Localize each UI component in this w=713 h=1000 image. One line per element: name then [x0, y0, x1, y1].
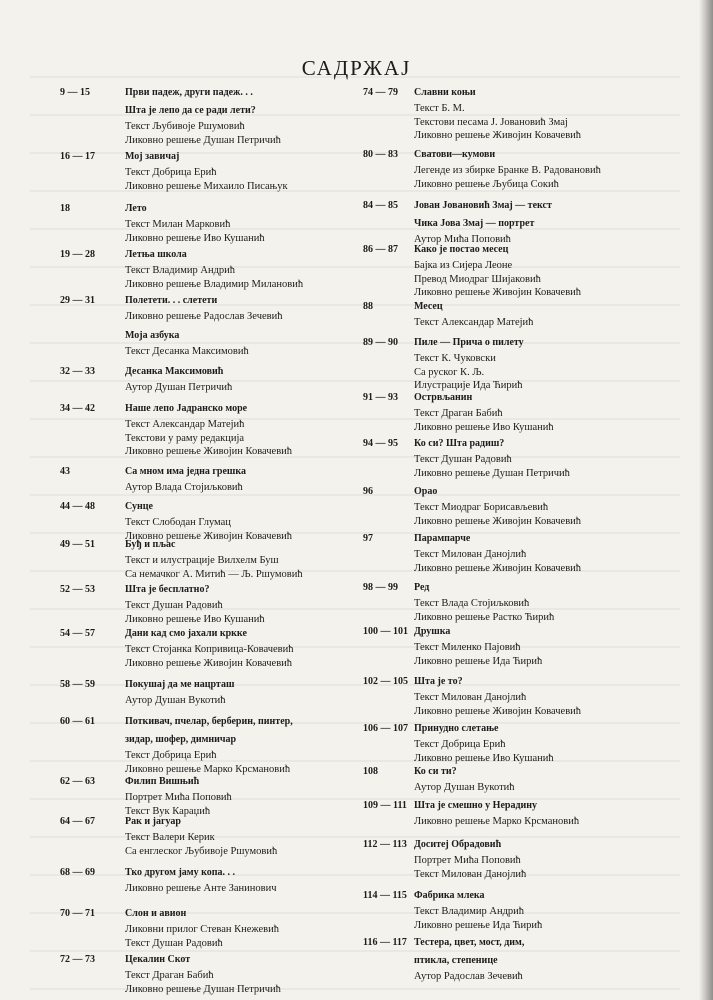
toc-entry: [48, 627, 348, 670]
toc-entry-credit: Ликовно решење Душан Петричић: [125, 983, 281, 995]
toc-entry: [48, 715, 348, 776]
toc-entry-title: Мој завичај: [125, 151, 180, 162]
toc-entry-credit: Ликовно решење Љубица Сокић: [414, 178, 559, 190]
toc-entry: [363, 722, 683, 765]
toc-entry: [48, 815, 348, 858]
toc-entry-credit: Бајка из Сијера Леоне: [414, 260, 513, 271]
toc-entry-body: [414, 838, 683, 881]
toc-entry-credit: Текст Вук Караџић: [125, 805, 211, 817]
toc-entry-pages: 89 — 90: [363, 337, 398, 348]
toc-entry: [48, 907, 348, 950]
toc-entry-body: [414, 336, 683, 393]
toc-entry-pages: 68 — 69: [60, 867, 95, 878]
toc-entry-credit: Аутор Душан Вукотић: [125, 695, 226, 706]
toc-entry-credit: Текст Влада Стојиљковић: [414, 598, 530, 609]
toc-entry-title: Ред: [414, 582, 430, 593]
toc-entry: [48, 150, 348, 193]
toc-entry-body: [125, 715, 348, 776]
toc-entry-pages: 62 — 63: [60, 776, 95, 787]
toc-entry-title: Лето: [125, 203, 147, 214]
toc-entry-body: [125, 907, 348, 950]
toc-entry-body: [125, 294, 348, 324]
toc-entry-body: [125, 953, 348, 996]
toc-entry-credit: Ликовно решење Ида Ћирић: [414, 655, 543, 667]
toc-entry-credit: Ликовни прилог Стеван Кнежевић: [125, 924, 280, 935]
toc-entry-title: Чика Јова Змај — портрет: [414, 218, 535, 229]
toc-entry-credit: Ликовно решење Иво Кушанић: [414, 752, 554, 764]
toc-entry-title: Тко другом јаму копа. . .: [125, 867, 235, 878]
toc-entry-title: Летња школа: [125, 249, 187, 260]
toc-entry-credit: Ликовно решење Михаило Писањук: [125, 180, 288, 192]
toc-entry-credit: Ликовно решење Живојин Ковачевић: [414, 515, 582, 527]
toc-entry-pages: 16 — 17: [60, 151, 95, 162]
toc-entry-title: Покушај да ме нацрташ: [125, 679, 235, 690]
toc-entry: [363, 86, 683, 143]
toc-entry-body: [414, 485, 683, 528]
toc-entry-body: [125, 678, 348, 708]
toc-entry-credit: Илустрације Ида Ћирић: [414, 380, 523, 391]
toc-entry-credit: Са енглеског Љубивоје Ршумовић: [125, 845, 278, 857]
toc-entry-title: Доситеј Обрадовић: [414, 839, 502, 850]
toc-entry-body: [414, 300, 683, 330]
toc-entry-credit: Текст Драган Бабић: [125, 970, 214, 981]
toc-entry-body: [414, 148, 683, 191]
toc-entry: [48, 248, 348, 291]
toc-entry-title: Пиле — Прича о пилету: [414, 337, 524, 348]
toc-entry-credit: Текст Добрица Ерић: [414, 739, 506, 750]
toc-entry-body: [414, 437, 683, 480]
toc-entry: [363, 336, 683, 393]
toc-entry-pages: 19 — 28: [60, 249, 95, 260]
toc-entry-pages: 9 — 15: [60, 87, 90, 98]
toc-entry-title: Шта је бесплатно?: [125, 584, 210, 595]
toc-entry-pages: 112 — 113: [363, 839, 407, 850]
toc-entry-pages: 98 — 99: [363, 582, 398, 593]
toc-entry-title: птикла, степенице: [414, 955, 498, 966]
toc-entry-credit: Текстови песама Ј. Јовановић Змај: [414, 116, 568, 128]
toc-entry-title: Филип Вишњић: [125, 776, 200, 787]
toc-entry-pages: 94 — 95: [363, 438, 398, 449]
toc-entry-pages: 102 — 105: [363, 676, 408, 687]
toc-entry-credit: Текст Валери Керик: [125, 832, 215, 843]
toc-entry-credit: Аутор Душан Петричић: [125, 382, 233, 393]
toc-entry-credit: Са немачког А. Митић — Љ. Ршумовић: [125, 568, 303, 580]
toc-entry: [48, 365, 348, 395]
toc-entry-body: [414, 532, 683, 575]
toc-entry-credit: Текстови у раму редакција: [125, 432, 245, 444]
toc-entry-credit: Ликовно решење Марко Крсмановић: [125, 763, 291, 775]
toc-entry-title: Поткивач, пчелар, берберин, пинтер,: [125, 716, 293, 727]
toc-entry-credit: Ликовно решење Анте Занинович: [125, 883, 277, 894]
toc-entry-credit: Ликовно решење Марко Крсмановић: [414, 816, 580, 827]
toc-entry-body: [414, 391, 683, 434]
toc-entry-credit: Текст и илустрације Вилхелм Буш: [125, 555, 279, 566]
toc-entry: [363, 148, 683, 191]
toc-entry-credit: Портрет Мића Поповић: [414, 855, 521, 866]
toc-entry-credit: Ликовно решење Живојин Ковачевић: [414, 705, 582, 717]
toc-entry-title: Први падеж, други падеж. . .: [125, 87, 253, 98]
toc-entry-pages: 49 — 51: [60, 539, 95, 550]
toc-entry-credit: Текст Милован Данојлић: [414, 549, 527, 560]
toc-entry-credit: Текст К. Чуковски: [414, 353, 496, 364]
toc-entry-pages: 34 — 42: [60, 403, 95, 414]
toc-entry-credit: Ликовно решење Душан Петричић: [125, 134, 281, 146]
toc-entry-pages: 80 — 83: [363, 149, 398, 160]
toc-entry-body: [125, 866, 348, 896]
toc-entry: [363, 889, 683, 932]
toc-entry-title: Друшка: [414, 626, 451, 637]
toc-entry-title: Сватови—кумови: [414, 149, 496, 160]
toc-entry-credit: Текст Љубивоје Ршумовић: [125, 121, 245, 132]
toc-entry-title: Шта је лепо да се ради лети?: [125, 105, 256, 116]
toc-entry-pages: 106 — 107: [363, 723, 408, 734]
toc-entry: [363, 243, 683, 300]
toc-entry-body: [125, 329, 348, 359]
toc-entry-credit: Текст Александар Матејић: [125, 419, 245, 430]
toc-entry-body: [414, 199, 683, 247]
toc-entry-title: Моја азбука: [125, 330, 180, 341]
toc-entry-credit: Текст Миленко Пајовић: [414, 642, 521, 653]
toc-entry: [363, 391, 683, 434]
toc-entry-credit: Текст Милован Данојлић: [414, 868, 527, 880]
toc-entry: [48, 329, 348, 359]
toc-entry-credit: Ликовно решење Живојин Ковачевић: [125, 446, 293, 457]
toc-entry-body: [414, 722, 683, 765]
toc-entry-title: Наше лепо Јадранско море: [125, 403, 248, 414]
toc-entry: [48, 402, 348, 459]
toc-entry-pages: 60 — 61: [60, 716, 95, 727]
toc-entry-credit: Ликовно решење Иво Кушанић: [414, 421, 554, 433]
toc-entry-credit: Ликовно решење Иво Кушанић: [125, 613, 265, 625]
toc-entry: [48, 86, 348, 147]
toc-entry-pages: 114 — 115: [363, 890, 407, 901]
toc-entry-body: [414, 243, 683, 300]
toc-entry-body: [125, 538, 348, 581]
toc-entry-pages: 32 — 33: [60, 366, 95, 377]
toc-entry-credit: Текст Слободан Глумац: [125, 517, 231, 528]
toc-entry: [48, 465, 348, 495]
toc-entry-credit: Текст Десанка Максимовић: [125, 346, 249, 357]
toc-entry-credit: Са руског К. Љ.: [414, 366, 485, 378]
toc-entry-pages: 44 — 48: [60, 501, 95, 512]
toc-entry-title: Славни коњи: [414, 87, 476, 98]
toc-entry-title: Фабрика млека: [414, 890, 485, 901]
toc-entry-pages: 86 — 87: [363, 244, 398, 255]
toc-entry: [48, 538, 348, 581]
toc-entry-pages: 91 — 93: [363, 392, 398, 403]
toc-entry: [363, 765, 683, 795]
toc-entry-title: Десанка Максимовић: [125, 366, 224, 377]
toc-entry-credit: Текст Б. М.: [414, 103, 465, 114]
toc-entry-credit: Ликовно решење Иво Кушанић: [125, 232, 265, 244]
toc-entry-credit: Ликовно решење Живојин Ковачевић: [414, 562, 582, 574]
toc-entry-body: [125, 365, 348, 395]
toc-entry-pages: 97: [363, 533, 373, 544]
toc-entry-credit: Ликовно решење Живојин Ковачевић: [125, 657, 293, 669]
toc-entry-credit: Аутор Душан Вукотић: [414, 782, 515, 793]
toc-entry-body: [125, 202, 348, 245]
toc-entry-pages: 64 — 67: [60, 816, 95, 827]
toc-entry: [363, 799, 683, 829]
toc-entry-pages: 58 — 59: [60, 679, 95, 690]
toc-entry-body: [125, 815, 348, 858]
page-title: САДРЖАЈ: [301, 56, 412, 80]
toc-entry-title: Тестера, цвет, мост, дим,: [414, 937, 525, 948]
toc-entry-credit: Текст Душан Радовић: [414, 454, 512, 465]
toc-entry-title: Месец: [414, 301, 443, 312]
toc-entry-credit: Ликовно решење Живојин Ковачевић: [414, 287, 582, 298]
toc-entry-body: [125, 500, 348, 543]
toc-entry: [48, 953, 348, 996]
toc-entry-credit: Текст Душан Радовић: [125, 937, 223, 949]
toc-entry-credit: Текст Милован Данојлић: [414, 692, 527, 703]
toc-entry-title: Орао: [414, 486, 438, 497]
toc-entry-body: [125, 402, 348, 459]
toc-entry-credit: Текст Добрица Ерић: [125, 167, 217, 178]
toc-entry-pages: 70 — 71: [60, 908, 95, 919]
toc-entry-title: Ко си ти?: [414, 766, 457, 777]
toc-entry-pages: 116 — 117: [363, 937, 407, 948]
toc-entry-body: [125, 150, 348, 193]
toc-entry-credit: Текст Владимир Андрић: [125, 265, 236, 276]
toc-entry-credit: Портрет Мића Поповић: [125, 792, 232, 803]
toc-entry-pages: 54 — 57: [60, 628, 95, 639]
toc-entry-credit: Текст Стојанка Копривица-Ковачевић: [125, 644, 294, 655]
toc-entry-title: Шта је то?: [414, 676, 463, 687]
toc-entry: [363, 437, 683, 480]
toc-entry-credit: Ликовно решење Ида Ћирић: [414, 919, 543, 931]
toc-entry-body: [414, 581, 683, 624]
toc-entry-credit: Текст Миодраг Борисављевић: [414, 502, 549, 513]
toc-entry-credit: Ликовно решење Живојин Ковачевић: [125, 530, 293, 542]
toc-entry: [48, 866, 348, 896]
toc-entry: [363, 300, 683, 330]
toc-entry-title: Са мном има једна грешка: [125, 466, 246, 477]
toc-entry-title: Дани кад смо јахали кркке: [125, 628, 247, 639]
toc-entry-credit: Ликовно решење Душан Петричић: [414, 467, 570, 479]
toc-entry-title: Јован Јовановић Змај — текст: [414, 200, 552, 211]
toc-entry-pages: 43: [60, 466, 70, 477]
toc-entry: [363, 675, 683, 718]
toc-entry-body: [125, 583, 348, 626]
toc-entry-credit: Ликовно решење Живојин Ковачевић: [414, 130, 582, 141]
toc-entry-body: [414, 625, 683, 668]
toc-entry-pages: 109 — 111: [363, 800, 407, 811]
toc-entry-title: Парампарче: [414, 533, 471, 544]
toc-entry-body: [125, 465, 348, 495]
toc-entry-credit: Ликовно решење Радослав Зечевић: [125, 311, 283, 322]
toc-entry-credit: Текст Драган Бабић: [414, 408, 503, 419]
toc-entry-body: [125, 248, 348, 291]
toc-entry-credit: Текст Владимир Андрић: [414, 906, 525, 917]
toc-entry-title: Шта је смешно у Нерадину: [414, 800, 538, 811]
toc-entry-pages: 88: [363, 301, 373, 312]
toc-entry-credit: Текст Александар Матејић: [414, 317, 534, 328]
toc-entry-credit: Легенде из збирке Бранке В. Радовановић: [414, 165, 601, 176]
toc-entry-pages: 18: [60, 203, 70, 214]
toc-entry: [363, 532, 683, 575]
toc-entry-pages: 108: [363, 766, 378, 777]
toc-entry-credit: Аутор Радослав Зечевић: [414, 971, 523, 982]
toc-entry-pages: 84 — 85: [363, 200, 398, 211]
toc-entry-title: зидар, шофер, димничар: [125, 734, 237, 745]
toc-entry-title: Принудно слетање: [414, 723, 499, 734]
toc-entry-pages: [48, 329, 125, 359]
toc-entry: [48, 678, 348, 708]
toc-entry-title: Буђ и пљас: [125, 539, 176, 550]
toc-entry-credit: Аутор Мића Поповић: [414, 234, 511, 245]
toc-entry: [48, 775, 348, 818]
toc-entry-credit: Превод Миодраг Шијаковић: [414, 273, 541, 285]
toc-entry-pages: 29 — 31: [60, 295, 95, 306]
toc-entry-title: Сунце: [125, 501, 153, 512]
toc-entry-body: [414, 799, 683, 829]
toc-entry: [363, 199, 683, 247]
toc-entry: [48, 500, 348, 543]
toc-entry-body: [125, 775, 348, 818]
toc-entry-pages: 52 — 53: [60, 584, 95, 595]
toc-entry-body: [414, 765, 683, 795]
toc-entry-body: [414, 936, 683, 984]
toc-entry-title: Цекалин Скот: [125, 954, 191, 965]
toc-entry-credit: Текст Добрица Ерић: [125, 750, 217, 761]
toc-entry-title: Слон и авион: [125, 908, 187, 919]
toc-entry: [363, 838, 683, 881]
toc-entry: [48, 583, 348, 626]
toc-entry-body: [414, 86, 683, 143]
toc-entry-body: [414, 675, 683, 718]
toc-entry-credit: Текст Милан Марковић: [125, 219, 231, 230]
toc-entry-pages: 72 — 73: [60, 954, 95, 965]
toc-entry-body: [414, 889, 683, 932]
toc-entry-credit: Аутор Влада Стојиљковић: [125, 482, 243, 493]
page-edge-shadow: [699, 0, 713, 1000]
toc-entry-title: Како је постао месец: [414, 244, 509, 255]
toc-entry: [363, 581, 683, 624]
toc-entry-title: Рак и јагуар: [125, 816, 181, 827]
toc-entry: [48, 294, 348, 324]
toc-entry-title: Полетети. . . слетети: [125, 295, 218, 306]
toc-entry: [363, 485, 683, 528]
toc-entry: [48, 202, 348, 245]
toc-entry-pages: 100 — 101: [363, 626, 408, 637]
toc-entry-credit: Текст Душан Радовић: [125, 600, 223, 611]
toc-entry: [363, 936, 683, 984]
toc-entry-credit: Ликовно решење Владимир Милановић: [125, 278, 304, 290]
toc-entry-body: [125, 627, 348, 670]
toc-entry-credit: Ликовно решење Растко Ћирић: [414, 611, 555, 623]
toc-entry: [363, 625, 683, 668]
toc-entry-body: [125, 86, 348, 147]
toc-entry-title: Ко си? Шта радиш?: [414, 438, 505, 449]
toc-entry-pages: 96: [363, 486, 373, 497]
toc-entry-pages: 74 — 79: [363, 87, 398, 98]
toc-entry-title: Острвљанин: [414, 392, 473, 403]
